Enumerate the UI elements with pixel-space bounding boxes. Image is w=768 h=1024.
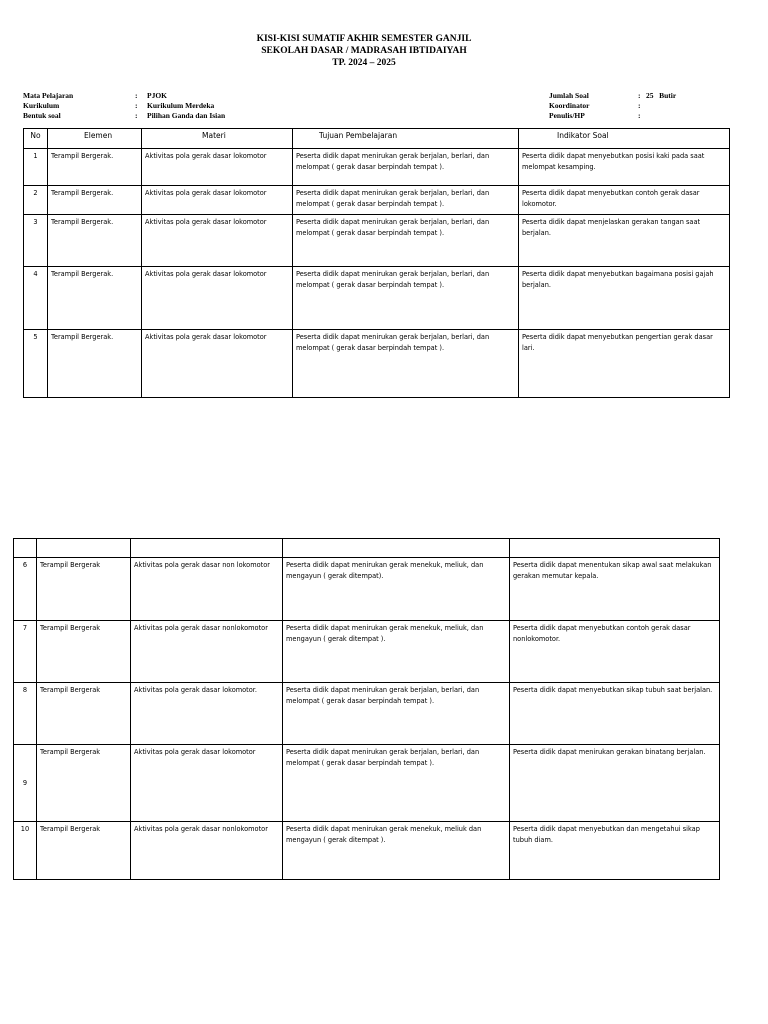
cell-materi: Aktivitas pola gerak dasar lokomotor. bbox=[131, 683, 283, 745]
cell-materi: Aktivitas pola gerak dasar lokomotor bbox=[142, 267, 293, 330]
grid-table-page2 bbox=[13, 538, 720, 880]
meta-colon: : bbox=[638, 111, 641, 120]
meta-label: Mata Pelajaran bbox=[23, 91, 74, 100]
meta-label: Kurikulum bbox=[23, 101, 60, 110]
cell-tujuan: Peserta didik dapat menirukan gerak berjalan, berlari, dan melompat ( gerak dasar berpindah tempat ). bbox=[293, 330, 519, 398]
cell-tujuan: Peserta didik dapat menirukan gerak berjalan, berlari, dan melompat ( gerak dasar berpindah tempat ). bbox=[293, 186, 519, 215]
cell-no: 4 bbox=[24, 267, 48, 330]
table-header-row-empty bbox=[14, 539, 720, 558]
meta-row-curriculum bbox=[23, 101, 225, 111]
doc-title-line1: KISI-KISI SUMATIF AKHIR SEMESTER GANJIL bbox=[256, 34, 472, 44]
cell-materi: Aktivitas pola gerak dasar lokomotor bbox=[142, 186, 293, 215]
cell-no: 9 bbox=[14, 745, 37, 822]
cell-materi: Aktivitas pola gerak dasar nonlokomotor bbox=[131, 822, 283, 880]
cell-indikator: Peserta didik dapat menyebutkan posisi kaki pada saat melompat kesamping. bbox=[519, 149, 730, 186]
cell-indikator: Peserta didik dapat menentukan sikap awal saat melakukan gerakan memutar kepala. bbox=[510, 558, 720, 621]
cell-indikator: Peserta didik dapat menyebutkan sikap tubuh saat berjalan. bbox=[510, 683, 720, 745]
cell-indikator: Peserta didik dapat menyebutkan contoh gerak dasar nonlokomotor. bbox=[510, 621, 720, 683]
cell-materi: Aktivitas pola gerak dasar nonlokomotor bbox=[131, 621, 283, 683]
cell-tujuan: Peserta didik dapat menirukan gerak berjalan, berlari, dan melompat ( gerak dasar berpindah tempat ). bbox=[283, 683, 510, 745]
cell-no: 7 bbox=[14, 621, 37, 683]
doc-title-line3: TP. 2024 – 2025 bbox=[332, 58, 396, 68]
meta-label: Koordinator bbox=[549, 101, 590, 110]
cell-elemen: Terampil Bergerak bbox=[37, 683, 131, 745]
meta-row-question-form bbox=[23, 111, 225, 121]
cell-no: 1 bbox=[24, 149, 48, 186]
empty-cell bbox=[283, 539, 510, 558]
meta-value: Pilihan Ganda dan Isian bbox=[147, 111, 226, 120]
cell-no: 6 bbox=[14, 558, 37, 621]
cell-indikator: Peserta didik dapat menyebutkan pengertian gerak dasar lari. bbox=[519, 330, 730, 398]
meta-colon: : bbox=[638, 91, 641, 100]
header-no: No bbox=[24, 129, 48, 149]
cell-no: 8 bbox=[14, 683, 37, 745]
cell-tujuan: Peserta didik dapat menirukan gerak berjalan, berlari, dan melompat ( gerak dasar berpindah tempat ). bbox=[293, 215, 519, 267]
table-row bbox=[14, 822, 720, 880]
cell-materi: Aktivitas pola gerak dasar non lokomotor bbox=[131, 558, 283, 621]
table-row bbox=[14, 621, 720, 683]
table-row bbox=[14, 745, 720, 822]
cell-elemen: Terampil Bergerak bbox=[37, 745, 131, 822]
cell-elemen: Terampil Bergerak. bbox=[48, 149, 142, 186]
meta-row-writer bbox=[549, 111, 676, 121]
cell-tujuan: Peserta didik dapat menirukan gerak menekuk, meliuk dan mengayun ( gerak ditempat ). bbox=[283, 822, 510, 880]
cell-indikator: Peserta didik dapat menjelaskan gerakan tangan saat berjalan. bbox=[519, 215, 730, 267]
meta-row-question-count bbox=[549, 91, 676, 101]
cell-elemen: Terampil Bergerak. bbox=[48, 330, 142, 398]
cell-tujuan: Peserta didik dapat menirukan gerak berjalan, berlari, dan melompat ( gerak dasar berpindah tempat ). bbox=[293, 267, 519, 330]
cell-elemen: Terampil Bergerak bbox=[37, 621, 131, 683]
cell-elemen: Terampil Bergerak. bbox=[48, 267, 142, 330]
table-header-row bbox=[24, 129, 730, 149]
cell-indikator: Peserta didik dapat menyebutkan contoh gerak dasar lokomotor. bbox=[519, 186, 730, 215]
cell-tujuan: Peserta didik dapat menirukan gerak menekuk, meliuk, dan mengayun ( gerak ditempat). bbox=[283, 558, 510, 621]
meta-colon: : bbox=[638, 101, 641, 110]
meta-label: Penulis/HP bbox=[549, 111, 585, 120]
cell-materi: Aktivitas pola gerak dasar lokomotor bbox=[131, 745, 283, 822]
table-row bbox=[14, 683, 720, 745]
cell-no: 5 bbox=[24, 330, 48, 398]
cell-tujuan: Peserta didik dapat menirukan gerak berjalan, berlari, dan melompat ( gerak dasar berpindah tempat ). bbox=[283, 745, 510, 822]
meta-colon: : bbox=[135, 111, 138, 120]
cell-no: 2 bbox=[24, 186, 48, 215]
empty-cell bbox=[37, 539, 131, 558]
table-row bbox=[24, 330, 730, 398]
cell-no: 10 bbox=[14, 822, 37, 880]
cell-elemen: Terampil Bergerak bbox=[37, 558, 131, 621]
grid-table-page1 bbox=[23, 128, 730, 398]
table-row bbox=[24, 215, 730, 267]
meta-left bbox=[23, 91, 225, 121]
header-elemen: Elemen bbox=[48, 129, 142, 149]
cell-elemen: Terampil Bergerak bbox=[37, 822, 131, 880]
meta-right bbox=[549, 91, 676, 121]
cell-indikator: Peserta didik dapat menirukan gerakan binatang berjalan. bbox=[510, 745, 720, 822]
cell-no: 3 bbox=[24, 215, 48, 267]
cell-tujuan: Peserta didik dapat menirukan gerak berjalan, berlari, dan melompat ( gerak dasar berpindah tempat ). bbox=[293, 149, 519, 186]
header-indikator: Indikator Soal bbox=[519, 129, 730, 149]
header-materi: Materi bbox=[142, 129, 293, 149]
table-row bbox=[14, 558, 720, 621]
cell-indikator: Peserta didik dapat menyebutkan dan mengetahui sikap tubuh diam. bbox=[510, 822, 720, 880]
cell-tujuan: Peserta didik dapat menirukan gerak menekuk, meliuk, dan mengayun ( gerak ditempat ). bbox=[283, 621, 510, 683]
cell-elemen: Terampil Bergerak. bbox=[48, 215, 142, 267]
cell-materi: Aktivitas pola gerak dasar lokomotor bbox=[142, 149, 293, 186]
empty-cell bbox=[510, 539, 720, 558]
meta-value: PJOK bbox=[147, 91, 167, 100]
meta-colon: : bbox=[135, 91, 138, 100]
doc-title-line2: SEKOLAH DASAR / MADRASAH IBTIDAIYAH bbox=[261, 46, 467, 56]
table-row bbox=[24, 267, 730, 330]
meta-value: 25 Butir bbox=[646, 91, 677, 100]
cell-materi: Aktivitas pola gerak dasar lokomotor bbox=[142, 215, 293, 267]
meta-colon: : bbox=[135, 101, 138, 110]
meta-label: Jumlah Soal bbox=[549, 91, 589, 100]
meta-label: Bentuk soal bbox=[23, 111, 61, 120]
table-row bbox=[24, 186, 730, 215]
meta-row-coordinator bbox=[549, 101, 676, 111]
meta-value: Kurikulum Merdeka bbox=[147, 101, 215, 110]
meta-row-subject bbox=[23, 91, 225, 101]
cell-indikator: Peserta didik dapat menyebutkan bagaimana posisi gajah berjalan. bbox=[519, 267, 730, 330]
cell-elemen: Terampil Bergerak. bbox=[48, 186, 142, 215]
empty-cell bbox=[14, 539, 37, 558]
cell-materi: Aktivitas pola gerak dasar lokomotor bbox=[142, 330, 293, 398]
table-row bbox=[24, 149, 730, 186]
empty-cell bbox=[131, 539, 283, 558]
header-tujuan: Tujuan Pembelajaran bbox=[293, 129, 519, 149]
